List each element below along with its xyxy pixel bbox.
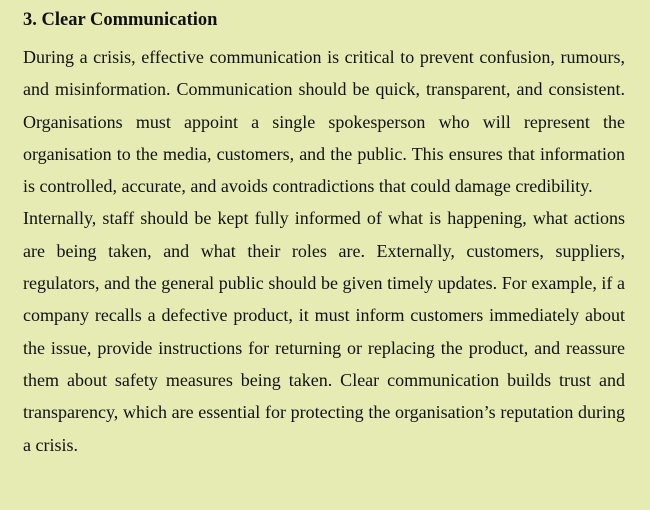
paragraph-internal-external-updates: Internally, staff should be kept fully informed of what is happening, what actions are being taken, and what their roles are. Externally, customers, suppliers, regulators, and the general public should be given timely updates. For example, if a company recalls a defective product, it must inform customers immediately about the issue, provide instructions for returning or replacing the product, and reassure them about safety measures being taken. Clear communication builds trust and transparency, which are essential for protecting the organisation’s reputation during a crisis.	[23, 208, 625, 455]
section-heading: 3. Clear Communication	[23, 10, 218, 30]
paragraph-crisis-communication: During a crisis, effective communication is critical to prevent confusion, rumours, and misinformation. Communication should be quick, transparent, and consistent. Organisations must appoint a single spokesperson who will represent the organisation to the media, customers, and the public. This ensures that information is controlled, accurate, and avoids contradictions that could damage credibility.	[23, 47, 625, 197]
